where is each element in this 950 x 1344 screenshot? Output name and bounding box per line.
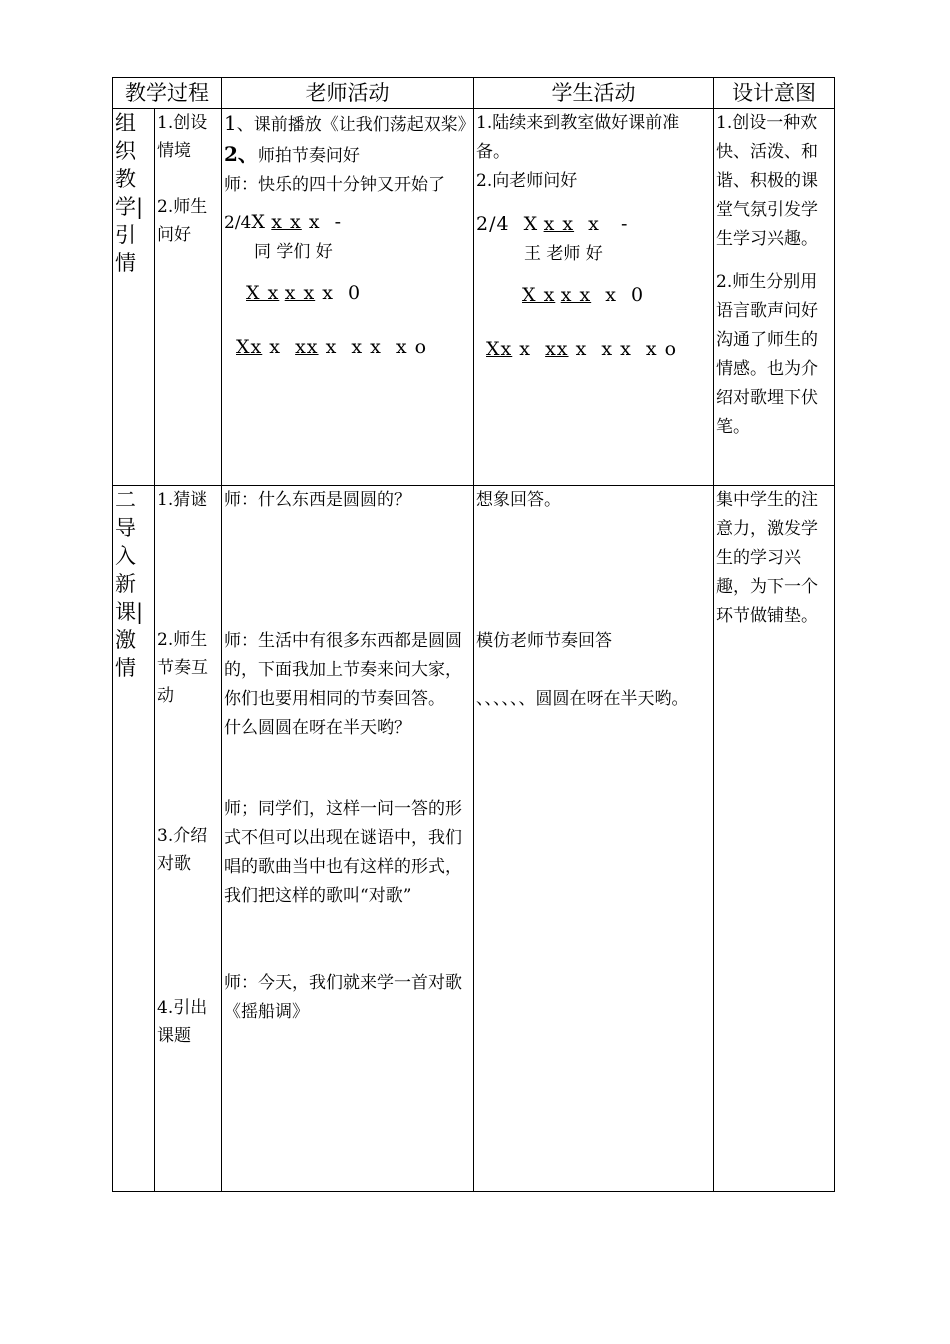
header-teacher: 老师活动 — [222, 78, 474, 109]
section1-teacher: 1、课前播放《让我们荡起双桨》 2、师拍节奏问好 师：快乐的四十分钟又开始了 2/4X x x x - 同 学们 好 X x x x x 0 Xx x xx x x x x o — [222, 109, 474, 486]
header-row — [113, 78, 835, 109]
step-greeting: 2.师生问好 — [157, 197, 208, 245]
student-rhythm-3: Xx x xx x x x x o — [486, 338, 678, 360]
section2-steps — [155, 486, 222, 1192]
section2-design: 集中学生的注意力，激发学生的学习兴趣，为下一个环节做铺垫。 — [714, 486, 835, 1192]
student-line-2: 2.向老师问好 — [476, 171, 578, 191]
design-point-2: 2.师生分别用语言歌声问好沟通了师生的情感。也为介绍对歌埋下伏笔。 — [716, 272, 818, 437]
design-point-1: 1.创设一种欢快、活泼、和谐、积极的课堂气氛引发学生学习兴趣。 — [716, 113, 818, 249]
section2-title: 二导入新课|激情 — [113, 486, 155, 1192]
teacher-line-1: 、课前播放《让我们荡起双桨》 — [236, 115, 475, 135]
teacher-riddle: 师：什么东西是圆圆的？ — [224, 490, 411, 510]
student-line-1: 1.陆续来到教室做好课前准备。 — [476, 113, 680, 162]
step-introduce-duet: 3.介绍对歌 — [157, 826, 208, 874]
step-rhythm-interaction: 2.师生节奏互动 — [157, 630, 208, 706]
section2-student — [474, 486, 714, 1192]
teacher-rhythm-2: X x x x x 0 — [246, 282, 362, 304]
teacher-line-3: 师：快乐的四十分钟又开始了 — [224, 175, 445, 195]
lesson-plan-table — [112, 77, 835, 1192]
section1-title: 组织教学|引情 — [113, 109, 155, 486]
header-design: 设计意图 — [714, 78, 835, 109]
teacher-line-2: 师拍节奏问好 — [257, 146, 360, 166]
student-imagine: 想象回答。 — [476, 490, 561, 510]
section1-student — [474, 109, 714, 486]
header-student: 学生活动 — [474, 78, 714, 109]
teacher-introduce-duet: 师；同学们，这样一问一答的形式不但可以出现在谜语中，我们唱的歌曲当中也有这样的形式，我们把这样的歌叫“对歌” — [224, 799, 462, 906]
section1-steps — [155, 109, 222, 486]
teacher-lyric-1: 同 学们 好 — [254, 242, 333, 262]
student-lyric-1: 王 老师 好 — [524, 244, 603, 264]
student-imitate: 模仿老师节奏回答 — [476, 631, 612, 651]
section2-teacher — [222, 486, 474, 1192]
teacher-rhythm-question: 师：生活中有很多东西都是圆圆的，下面我加上节奏来问大家，你们也要用相同的节奏回答。 — [224, 631, 462, 709]
student-answer: 、、、、、、圆圆在呀在半天哟。 — [476, 689, 689, 709]
step-lead-topic: 4.引出课题 — [157, 998, 208, 1046]
teacher-lead-topic: 师：今天，我们就来学一首对歌《摇船调》 — [224, 973, 462, 1022]
step-riddle: 1.猜谜 — [157, 490, 208, 510]
teacher-rhythm-line: 什么圆圆在呀在半天哟？ — [224, 718, 411, 738]
section1-row — [113, 109, 835, 486]
header-process: 教学过程 — [113, 78, 222, 109]
teacher-rhythm-3: Xx x xx x x x x o — [236, 336, 428, 358]
student-rhythm-1: 2/4 X x x x - — [476, 213, 629, 235]
step-create-scene: 1.创设情境 — [157, 113, 208, 161]
section2-row — [113, 486, 835, 1192]
teacher-rhythm-1: 2/4X x x x - — [224, 211, 343, 233]
section1-design — [714, 109, 835, 486]
student-rhythm-2: X x x x x 0 — [522, 284, 645, 306]
